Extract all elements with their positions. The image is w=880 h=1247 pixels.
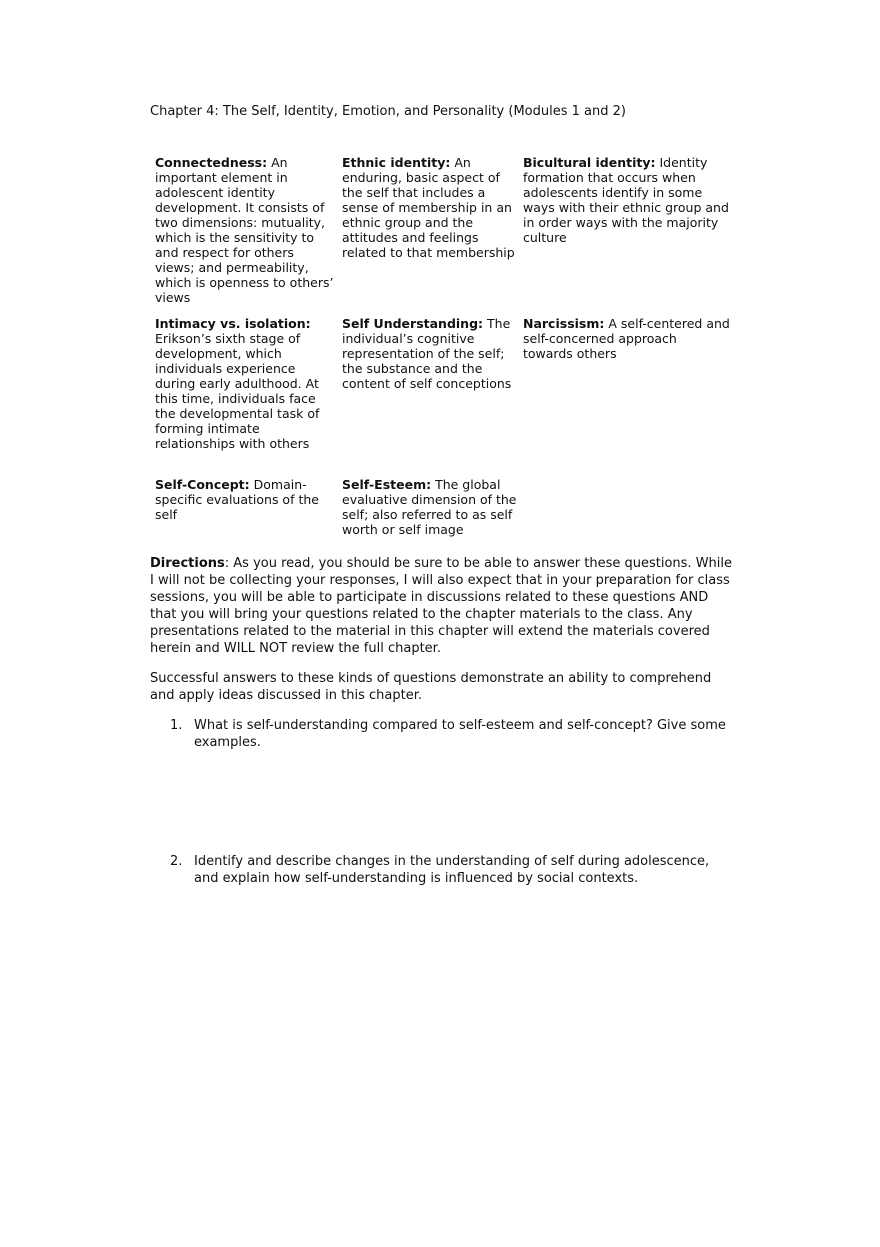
term-cell-self-understanding	[337, 316, 518, 477]
term-name: Narcissism:	[523, 316, 605, 331]
term-cell-bicultural-identity	[518, 155, 730, 316]
term-cell-ethnic-identity	[337, 155, 518, 316]
term-name: Bicultural identity:	[523, 155, 656, 170]
term-name: Self Understanding:	[342, 316, 484, 331]
question-number-wrap	[150, 853, 194, 887]
term-definition: Erikson’s sixth stage of development, which individuals experience during early adulthood. At this time, individuals face the developmental task of forming intimate relationships with others	[155, 331, 320, 451]
directions-paragraph	[150, 555, 735, 657]
terms-row	[150, 316, 730, 477]
term-definition: The global evaluative dimension of the self; also referred to as self worth or self image	[342, 477, 517, 537]
term-cell-intimacy-vs-isolation	[150, 316, 337, 477]
term-cell-narcissism	[518, 316, 730, 477]
question-item	[150, 717, 730, 751]
term-name: Self-Esteem:	[342, 477, 432, 492]
directions-text: : As you read, you should be sure to be able to answer these questions. While I will not be collecting your responses, I will also expect that in your preparation for class sessions, you will be able to participate in discussions related to these questions AND that you will bring your questions related to the chapter materials to the class. Any presentations related to the material in this chapter will extend the materials covered herein and WILL NOT review the full chapter.	[150, 556, 733, 656]
question-number-wrap	[150, 717, 194, 751]
term-definition: Domain-specific evaluations of the self	[155, 477, 319, 522]
terms-row	[150, 155, 730, 316]
question-text: Identify and describe changes in the understanding of self during adolescence, and explain how self-understanding is influenced by social contexts.	[194, 854, 710, 886]
term-name: Connectedness:	[155, 155, 268, 170]
page-title: Chapter 4: The Self, Identity, Emotion, and Personality (Modules 1 and 2)	[150, 104, 626, 119]
terms-table	[150, 155, 730, 547]
term-definition: The individual’s cognitive representation of the self; the substance and the content of self conceptions	[342, 316, 512, 391]
directions-label: Directions	[150, 556, 225, 571]
term-cell-connectedness	[150, 155, 337, 316]
question-number: 1.	[170, 718, 183, 733]
term-definition: An enduring, basic aspect of the self that includes a sense of membership in an ethnic group and the attitudes and feelings related to that membership	[342, 155, 515, 260]
term-name: Intimacy vs. isolation:	[155, 316, 311, 331]
question-text: What is self-understanding compared to self-esteem and self-concept? Give some examples.	[194, 718, 726, 750]
term-definition: A self-centered and self-concerned approach towards others	[523, 316, 730, 361]
term-cell-self-concept	[150, 477, 337, 547]
question-item	[150, 853, 730, 887]
success-note: Successful answers to these kinds of questions demonstrate an ability to comprehend and apply ideas discussed in this chapter.	[150, 671, 712, 703]
term-name: Self-Concept:	[155, 477, 250, 492]
question-number: 2.	[170, 854, 183, 869]
term-name: Ethnic identity:	[342, 155, 451, 170]
term-cell-self-esteem	[337, 477, 518, 547]
terms-row	[150, 477, 730, 547]
term-definition: An important element in adolescent identity development. It consists of two dimensions: mutuality, which is the sensitivity to and respect for others views; and permeability, which is openness to others’ views	[155, 155, 334, 305]
term-cell-empty	[518, 477, 730, 547]
term-definition: Identity formation that occurs when adolescents identify in some ways with their ethnic group and in order ways with the majority culture	[523, 155, 729, 245]
